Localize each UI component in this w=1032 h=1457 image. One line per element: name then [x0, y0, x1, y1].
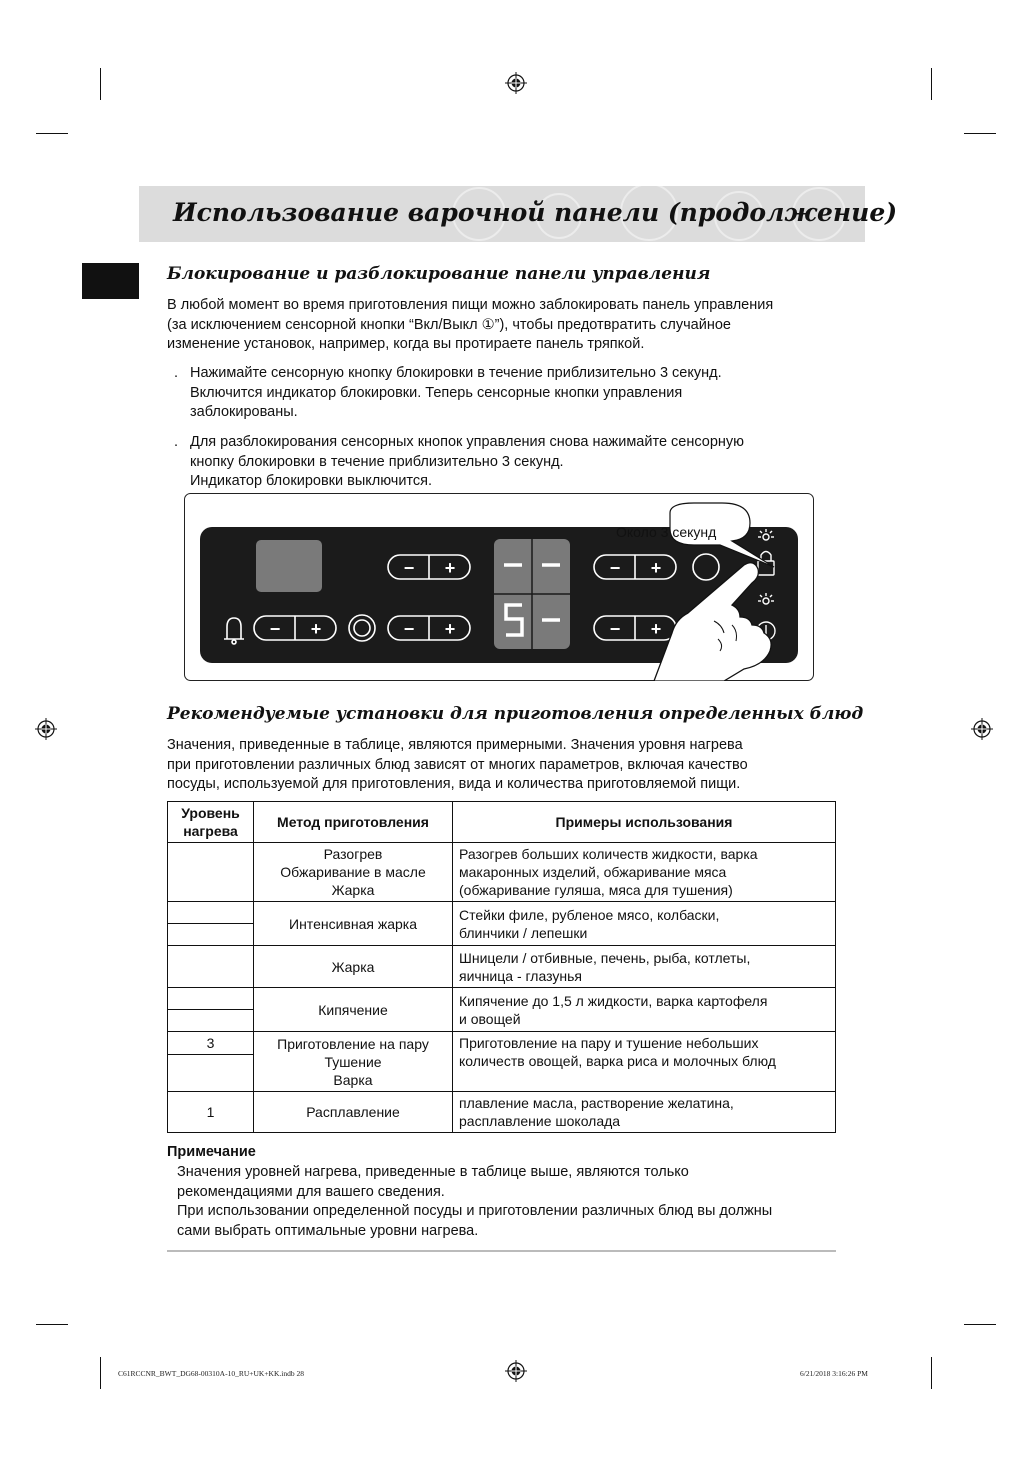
lock-intro-line: В любой момент во время приготовления пищи можно заблокировать панель управления [167, 297, 774, 313]
level-cell [168, 902, 254, 924]
crop-mark [964, 1324, 996, 1325]
method-cell: Кипячение [254, 988, 453, 1032]
table-row [168, 988, 836, 1010]
recommend-section-heading: Рекомендуемые установки для приготовления определенных блюд [167, 704, 864, 724]
example-line: и овощей [459, 1010, 521, 1027]
bullet-mark: . [174, 434, 179, 450]
level-cell: 3 [168, 1032, 254, 1055]
crop-mark [931, 1357, 932, 1389]
crop-mark [964, 133, 996, 134]
note-line: При использовании определенной посуды и приготовлении различных блюд вы должны [177, 1203, 773, 1219]
examples-cell [453, 1032, 836, 1092]
method-cell: Интенсивная жарка [254, 902, 453, 946]
footer-file-info: C61RCCNR_BWT_DG68-00310A-10_RU+UK+KK.indb 28 [118, 1369, 304, 1378]
note-divider [167, 1250, 836, 1252]
note-line: Значения уровней нагрева, приведенные в таблице выше, являются только [177, 1164, 689, 1180]
registration-mark-icon [505, 72, 527, 94]
header-level [168, 802, 254, 843]
lock-bullet-line: заблокированы. [190, 404, 298, 420]
plus-button: + [650, 558, 662, 578]
lock-intro-line: изменение установок, например, когда вы протираете панель тряпкой. [167, 336, 645, 352]
lock-bullet [174, 433, 745, 492]
lock-bullet-line: Включится индикатор блокировки. Теперь сенсорные кнопки управления [190, 384, 683, 401]
method-cell [254, 1032, 453, 1092]
example-line: Кипячение до 1,5 л жидкости, варка картофеля [459, 992, 768, 1009]
example-line: Разогрев больших количеств жидкости, варка [459, 846, 758, 862]
table-row [168, 1092, 836, 1133]
recommend-intro-line: при приготовлении различных блюд зависят от многих параметров, включая качество [167, 756, 748, 773]
table-header-row [168, 802, 836, 843]
lock-section-heading: Блокирование и разблокирование панели управления [167, 264, 711, 284]
method-line: Приготовление на пару [277, 1035, 429, 1052]
registration-mark-icon [505, 1360, 527, 1382]
lock-bullet-line: кнопку блокировки в течение приблизительно 3 секунд. [190, 453, 564, 470]
header-examples: Примеры использования [453, 802, 836, 843]
example-line: блинчики / лепешки [459, 924, 588, 941]
crop-mark [100, 68, 101, 100]
method-line: Обжаривание в масле [280, 864, 426, 880]
minus-button: − [269, 619, 281, 639]
method-line: Варка [333, 1071, 373, 1088]
table-row [168, 946, 836, 988]
example-line: Шницели / отбивные, печень, рыба, котлеты, [459, 949, 751, 966]
control-panel-illustration [184, 493, 814, 681]
method-line: Разогрев [323, 846, 383, 862]
header-level-line: Уровень [181, 805, 240, 821]
examples-cell [453, 1092, 836, 1133]
lock-bullet-line: Индикатор блокировки выключится. [190, 473, 433, 489]
level-cell: 1 [168, 1092, 254, 1133]
table-row [168, 1032, 836, 1055]
footer-datetime: 6/21/2018 3:16:26 PM [800, 1369, 868, 1378]
page-title: Использование варочной панели (продолжение) [173, 198, 898, 227]
example-line: количеств овощей, варка риса и молочных блюд [459, 1053, 776, 1069]
recommend-intro-line: Значения, приведенные в таблице, являются примерными. Значения уровня нагрева [167, 737, 743, 753]
minus-button: − [609, 619, 621, 639]
examples-cell [453, 946, 836, 988]
callout-text: Около 3 секунд [616, 524, 717, 540]
example-line: расплавление шоколада [459, 1113, 621, 1129]
minus-button: − [403, 558, 415, 578]
crop-mark [36, 1324, 68, 1325]
level-cell [168, 1055, 254, 1092]
title-banner [139, 186, 898, 242]
lock-intro-line: (за исключением сенсорной кнопки “Вкл/Выкл ①”), чтобы предотвратить случайное [167, 316, 731, 333]
examples-cell [453, 843, 836, 902]
registration-mark-icon [971, 718, 993, 740]
minus-button: − [609, 558, 621, 578]
example-line: Приготовление на пару и тушение небольших [459, 1035, 759, 1051]
section-tab [82, 263, 139, 299]
note-line: сами выбрать оптимальные уровни нагрева. [177, 1222, 479, 1239]
example-line: плавление масла, растворение желатина, [459, 1095, 734, 1111]
example-line: макаронных изделий, обжаривание мяса [459, 864, 727, 880]
example-line: Стейки филе, рубленое мясо, колбаски, [459, 906, 720, 923]
lock-bullet [174, 364, 722, 423]
examples-cell [453, 988, 836, 1032]
level-cell [168, 843, 254, 902]
method-cell [254, 843, 453, 902]
example-line: яичница - глазунья [459, 967, 582, 984]
level-cell [168, 924, 254, 946]
method-line: Тушение [324, 1053, 382, 1070]
method-cell: Жарка [254, 946, 453, 988]
level-cell [168, 946, 254, 988]
plus-button: + [650, 619, 662, 639]
note-title: Примечание [167, 1144, 256, 1160]
registration-mark-icon [35, 718, 57, 740]
table-row [168, 843, 836, 902]
example-line: (обжаривание гуляша, мяса для тушения) [459, 882, 733, 898]
recommend-intro-line: посуды, используемой для приготовления, вида и количества приготовляемой пищи. [167, 776, 741, 792]
control-panel-drawing [184, 493, 814, 681]
method-cell: Расплавление [254, 1092, 453, 1133]
crop-mark [100, 1357, 101, 1389]
header-method: Метод приготовления [254, 802, 453, 843]
crop-mark [931, 68, 932, 100]
crop-mark [36, 133, 68, 134]
plus-button: + [310, 619, 322, 639]
note-line: рекомендациями для вашего сведения. [177, 1183, 445, 1200]
level-cell [168, 988, 254, 1010]
lock-bullet-line: Нажимайте сенсорную кнопку блокировки в течение приблизительно 3 секунд. [190, 365, 722, 381]
bullet-mark: . [174, 365, 179, 381]
header-level-line: нагрева [183, 823, 238, 839]
table-row [168, 902, 836, 924]
minus-button: − [403, 619, 415, 639]
plus-button: + [444, 558, 456, 578]
method-line: Жарка [331, 882, 375, 898]
timer-display [256, 540, 322, 592]
examples-cell [453, 902, 836, 946]
heat-settings-table [167, 801, 836, 1133]
lock-bullet-line: Для разблокирования сенсорных кнопок управления снова нажимайте сенсорную [190, 434, 745, 450]
level-cell [168, 1010, 254, 1032]
plus-button: + [444, 619, 456, 639]
